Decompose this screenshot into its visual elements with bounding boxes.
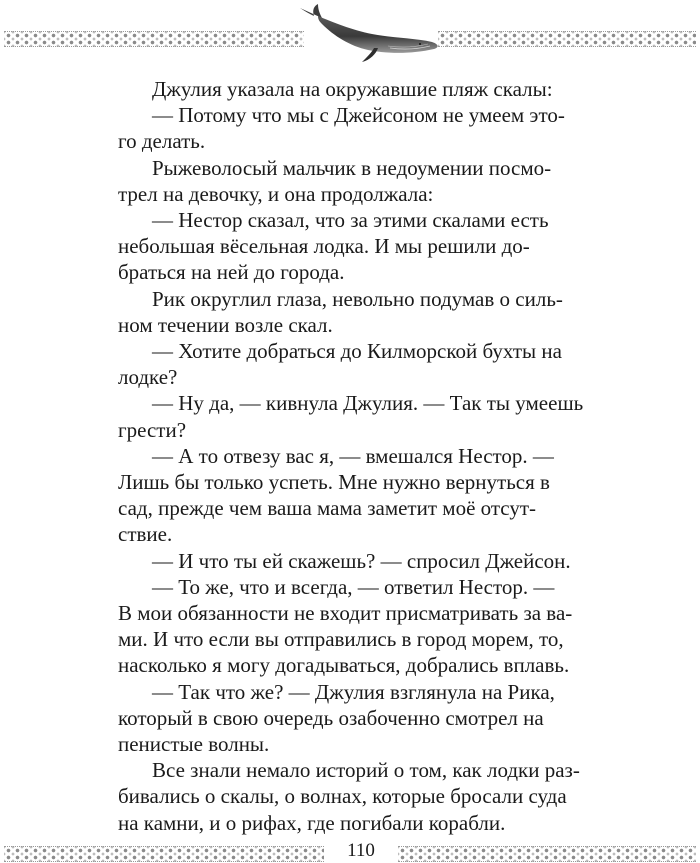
paragraph (118, 102, 598, 154)
paragraph (118, 390, 598, 442)
text-line: Рыжеволосый мальчик в недоумении посмо- (152, 155, 552, 180)
page-header (0, 0, 700, 60)
footer-ornamental-border-left (4, 846, 324, 862)
text-line: Лишь бы только успеть. Мне нужно вернуться в (118, 470, 550, 495)
paragraph (118, 679, 598, 758)
text-line: В мои обязанности не входит присматривать за ва- (118, 601, 573, 626)
page-number: 110 (347, 840, 375, 861)
paragraph (118, 207, 598, 286)
text-line: грести? (118, 417, 187, 442)
paragraph (118, 76, 598, 102)
text-line: насколько я могу догадываться, добрались вплавь. (118, 653, 570, 678)
text-line: небольшая вёсельная лодка. И мы решили до- (118, 234, 530, 259)
text-line: браться на ней до города. (118, 260, 345, 285)
whale-icon (292, 2, 442, 62)
text-line: — То же, что и всегда, — ответил Нестор. — (152, 574, 555, 599)
text-line: Джулия указала на окружавшие пляж скалы: (152, 77, 553, 101)
text-line: — Нестор сказал, что за этими скалами есть (152, 208, 549, 233)
ornamental-border-left (4, 31, 304, 47)
page-body-text (118, 76, 598, 836)
text-line: ми. И что если вы отправились в город морем, то, (118, 627, 564, 652)
text-line: трел на девочку, и она продолжала: (118, 181, 434, 206)
paragraph (118, 155, 598, 207)
footer-ornamental-border-right (398, 846, 696, 862)
text-line: — Ну да, — кивнула Джулия. — Так ты умеешь (152, 391, 584, 416)
text-line: пенистые волны. (118, 732, 270, 757)
text-line: ствие. (118, 522, 173, 547)
ornamental-border-right (438, 31, 696, 47)
text-line: ном течении возле скал. (118, 312, 333, 337)
text-line: сад, прежде чем ваша мама заметит моё отсут- (118, 496, 537, 521)
text-line: который в свою очередь озабоченно смотрел на (118, 705, 544, 730)
paragraph (118, 286, 598, 338)
text-line: го делать. (118, 129, 206, 154)
text-line: лодке? (118, 365, 178, 390)
paragraph (118, 443, 598, 548)
text-line: — А то отвезу вас я, — вмешался Нестор. — (152, 443, 554, 468)
text-line: Все знали немало историй о том, как лодки раз- (152, 758, 580, 783)
text-line: — Хотите добраться до Килморской бухты на (152, 339, 562, 364)
text-line: — И что ты ей скажешь? — спросил Джейсон. (152, 548, 571, 573)
paragraph (118, 757, 598, 836)
text-line: бивались о скалы, о волнах, которые бросали суда (118, 784, 567, 809)
paragraph (118, 548, 598, 574)
text-line: Рик округлил глаза, невольно подумав о силь- (152, 286, 563, 311)
text-line: — Так что же? — Джулия взглянула на Рика, (152, 679, 555, 704)
text-line: на камни, и о рифах, где погибали корабли. (118, 810, 506, 835)
text-line: — Потому что мы с Джейсоном не умеем это- (152, 103, 565, 128)
paragraph (118, 574, 598, 679)
paragraph (118, 338, 598, 390)
